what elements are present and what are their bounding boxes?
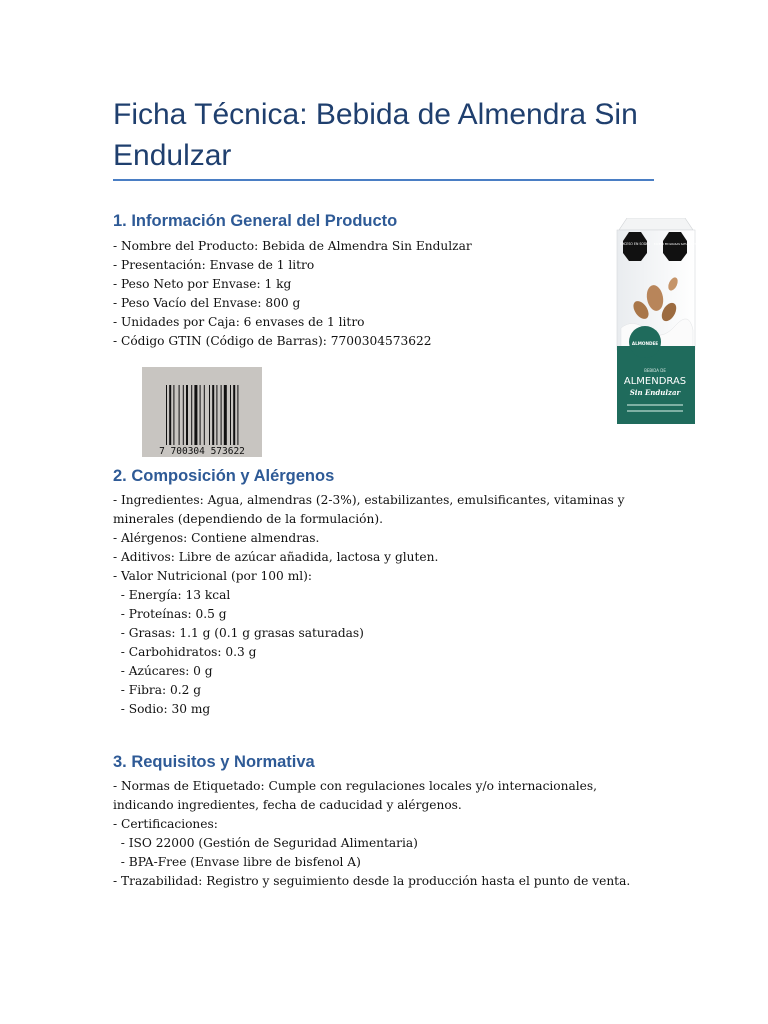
list-item: - ISO 22000 (Gestión de Seguridad Alimentaria) xyxy=(113,836,418,850)
list-item: - Sodio: 30 mg xyxy=(113,702,211,716)
barcode-graphic xyxy=(142,367,262,457)
carton-graphic xyxy=(613,218,697,424)
title-underline xyxy=(113,179,654,181)
list-item: - Carbohidratos: 0.3 g xyxy=(113,645,257,659)
list-item: - Ingredientes: Agua, almendras (2-3%), estabilizantes, emulsificantes, vitaminas y minerales (dependiendo de la formulación). xyxy=(113,493,625,526)
list-item: - Azúcares: 0 g xyxy=(113,664,213,678)
list-item: - Energía: 13 kcal xyxy=(113,588,231,602)
list-item: - Certificaciones: xyxy=(113,817,218,831)
section-3-heading: 3. Requisitos y Normativa xyxy=(113,753,315,771)
carton-line1: BEBIDA DE xyxy=(644,368,666,373)
list-item: - Valor Nutricional (por 100 ml): xyxy=(113,569,313,583)
list-item: - Unidades por Caja: 6 envases de 1 litro xyxy=(113,315,365,329)
section-2-list xyxy=(113,491,653,719)
section-3-list xyxy=(113,777,653,891)
seal-fat-text: EXCESO EN GRASAS SATURADAS xyxy=(653,243,697,246)
barcode-image xyxy=(142,367,262,457)
list-item: - Peso Vacío del Envase: 800 g xyxy=(113,296,301,310)
list-item: - Código GTIN (Código de Barras): 7700304573622 xyxy=(113,334,432,348)
list-item: - Peso Neto por Envase: 1 kg xyxy=(113,277,292,291)
list-item: - BPA-Free (Envase libre de bisfenol A) xyxy=(113,855,361,869)
list-item: - Normas de Etiquetado: Cumple con regulaciones locales y/o internacionales, indicando ingredientes, fecha de caducidad y alérgenos. xyxy=(113,779,597,812)
document-title: Ficha Técnica: Bebida de Almendra Sin Endulzar xyxy=(113,98,638,172)
section-2-heading: 2. Composición y Alérgenos xyxy=(113,467,335,485)
section-1-list xyxy=(113,237,653,351)
list-item: - Nombre del Producto: Bebida de Almendra Sin Endulzar xyxy=(113,239,472,253)
barcode-number: 7 700304 573622 xyxy=(159,446,245,457)
carton-line2: ALMENDRAS xyxy=(623,376,687,387)
list-item: - Trazabilidad: Registro y seguimiento desde la producción hasta el punto de venta. xyxy=(113,874,631,888)
product-carton-image xyxy=(613,218,697,424)
brand-text: ALMONDEE xyxy=(631,341,659,346)
list-item: - Presentación: Envase de 1 litro xyxy=(113,258,315,272)
list-item: - Aditivos: Libre de azúcar añadida, lactosa y gluten. xyxy=(113,550,439,564)
list-item: - Proteínas: 0.5 g xyxy=(113,607,227,621)
seal-sodium-text: EXCESO EN SODIO xyxy=(620,242,650,246)
section-1-heading: 1. Información General del Producto xyxy=(113,212,398,230)
list-item: - Grasas: 1.1 g (0.1 g grasas saturadas) xyxy=(113,626,364,640)
list-item: - Fibra: 0.2 g xyxy=(113,683,202,697)
list-item: - Alérgenos: Contiene almendras. xyxy=(113,531,320,545)
carton-line3: Sin Endulzar xyxy=(629,388,681,397)
